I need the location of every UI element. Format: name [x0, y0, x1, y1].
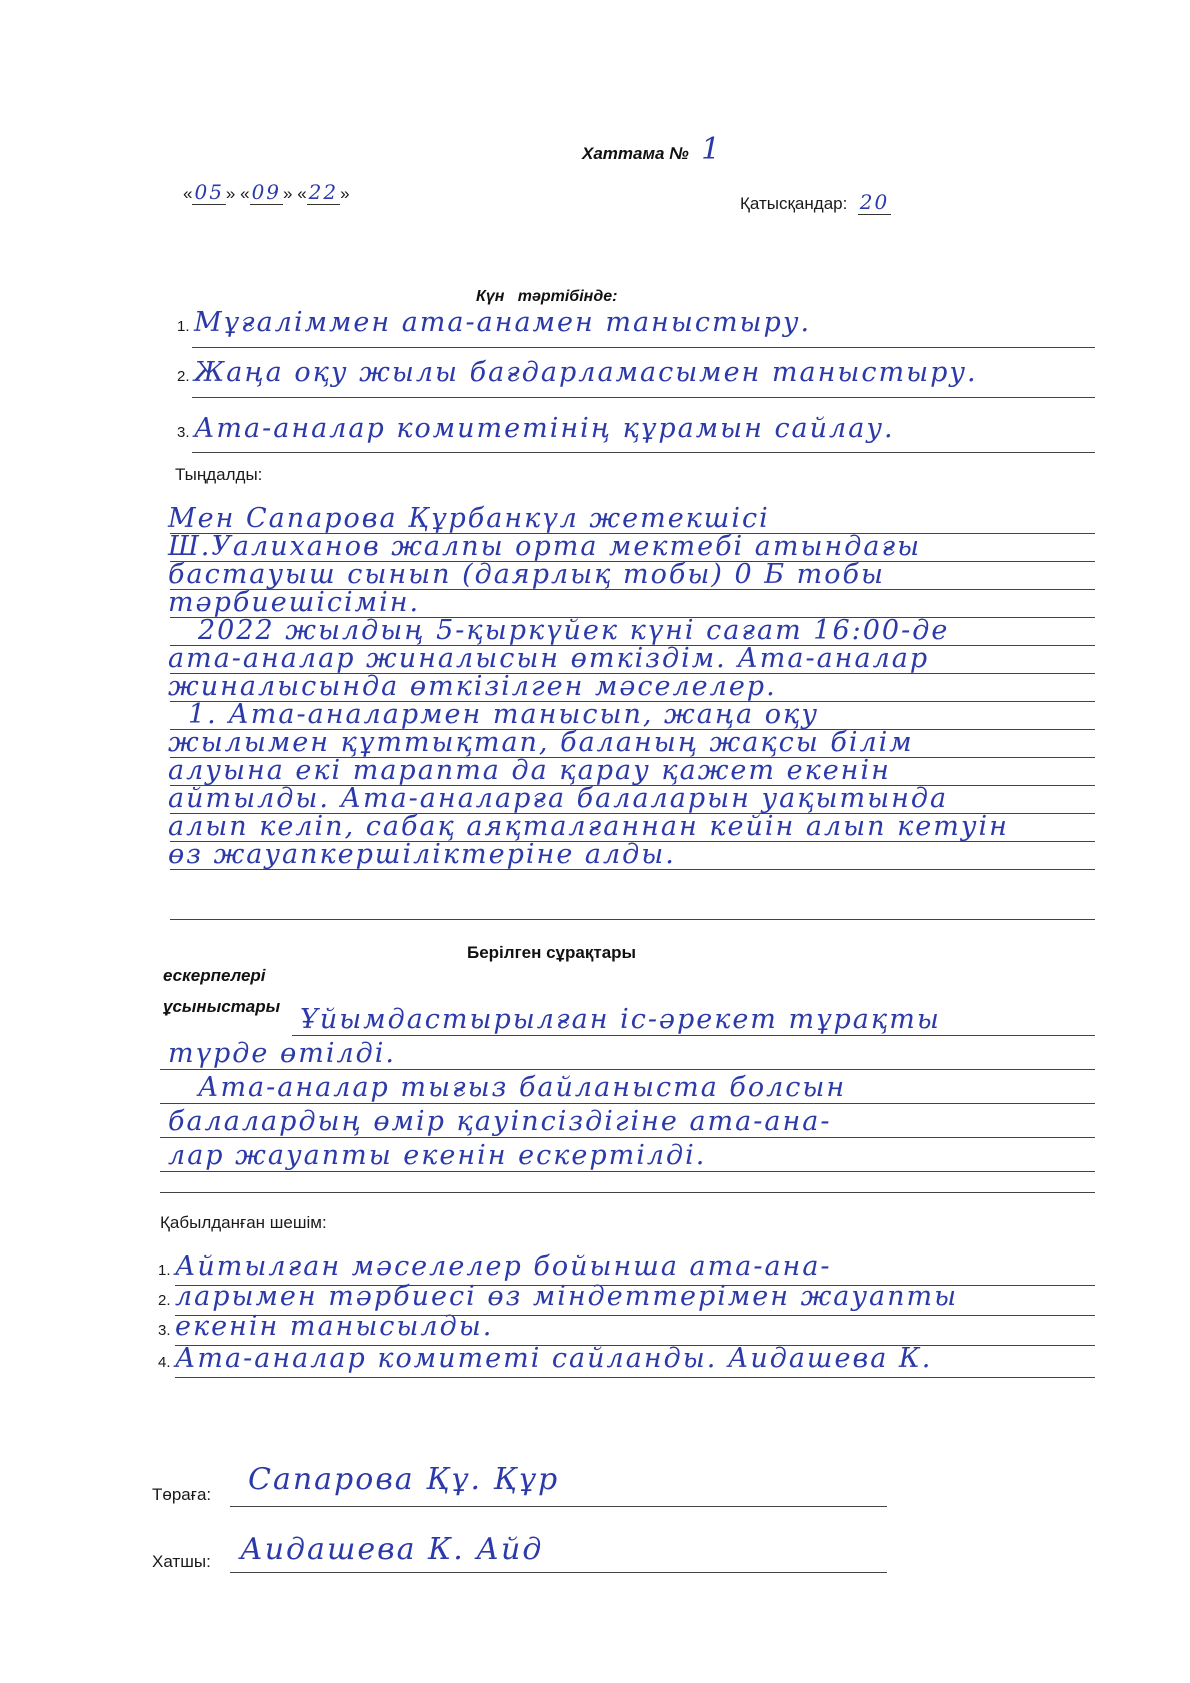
- agenda-heading: Күн тәртібінде:: [476, 288, 618, 305]
- decision-item-text: Ата-аналар комитеті сайланды. Аидашева К.: [174, 1343, 933, 1374]
- participants: [740, 190, 891, 214]
- chair-signature: Сапарова Құ. Құр: [248, 1462, 560, 1497]
- agenda-item-number: 1.: [177, 318, 190, 335]
- listened-line: ата-аналар жиналысын өткіздім. Ата-аналар: [168, 643, 930, 674]
- suggestions-label: ұсыныстары: [163, 997, 281, 1016]
- rule: [160, 1192, 1095, 1193]
- decision-item-number: 3.: [158, 1322, 171, 1339]
- rule: [160, 1137, 1095, 1138]
- participants-count: 20: [859, 190, 890, 214]
- rule: [175, 1315, 1095, 1316]
- rule: [170, 617, 1095, 618]
- listened-line: бастауыш сынып (даярлық тобы) 0 Б тобы: [168, 559, 886, 590]
- listened-line: 1. Ата-аналармен танысып, жаңа оқу: [188, 699, 819, 730]
- agenda-item-number: 3.: [177, 424, 190, 441]
- secretary-label: Хатшы:: [152, 1552, 211, 1571]
- date-month: 09: [251, 180, 282, 204]
- protocol-title: [582, 132, 722, 167]
- rule: [175, 1345, 1095, 1346]
- agenda-item: [177, 357, 978, 388]
- protocol-number: 1: [701, 132, 723, 167]
- participants-label: Қатысқандар:: [740, 194, 848, 213]
- decision-item-text: екенін танысылды.: [174, 1311, 494, 1342]
- rule: [170, 813, 1095, 814]
- rule: [175, 1285, 1095, 1286]
- questions-body: [168, 1003, 1128, 1173]
- question-line: Ата-аналар тығыз байланыста болсын: [198, 1072, 847, 1103]
- listened-line: Мен Сапарова Құрбанкүл жетекшісі: [168, 503, 770, 534]
- decision-item: [158, 1253, 1118, 1281]
- listened-line: айтылды. Ата-аналарға балаларын уақытында: [168, 783, 949, 814]
- question-line: лар жауапты екенін ескертілді.: [168, 1140, 707, 1171]
- decision-item: [158, 1345, 1118, 1373]
- listened-line: жиналысында өткізілген мәселелер.: [168, 671, 777, 702]
- agenda-item: [177, 413, 895, 444]
- rule: [160, 1103, 1095, 1104]
- rule: [230, 1572, 887, 1573]
- chair-label: Төраға:: [152, 1485, 212, 1504]
- agenda-item-text: Ата-аналар комитетінің құрамын сайлау.: [193, 413, 895, 444]
- rule: [192, 452, 1095, 453]
- decision-item-number: 2.: [158, 1292, 171, 1309]
- rule: [160, 1171, 1095, 1172]
- listened-line: жылымен құттықтап, баланың жақсы білім: [168, 727, 914, 758]
- decision-item-text: ларымен тәрбиесі өз міндеттерімен жауапты: [174, 1281, 959, 1312]
- date-year: 22: [308, 180, 339, 204]
- rule: [170, 785, 1095, 786]
- rule: [170, 533, 1095, 534]
- secretary-signature: Аидашева К. Айд: [240, 1532, 544, 1567]
- protocol-title-label: Хаттама №: [582, 144, 689, 163]
- rule: [170, 701, 1095, 702]
- rule: [192, 347, 1095, 348]
- rule: [170, 919, 1095, 920]
- listened-line: алып келіп, сабақ аяқталғаннан кейін алып кетуін: [168, 811, 1009, 842]
- rule: [292, 1035, 1095, 1036]
- listened-line: 2022 жылдың 5-қыркүйек күні сағат 16:00-де: [198, 615, 950, 646]
- rule: [170, 869, 1095, 870]
- listened-line: тәрбиешісімін.: [168, 587, 421, 618]
- rule: [170, 589, 1095, 590]
- rule: [230, 1506, 887, 1507]
- decision-item: [158, 1313, 1118, 1341]
- agenda-item-number: 2.: [177, 368, 190, 385]
- rule: [170, 645, 1095, 646]
- agenda-item: [177, 307, 811, 338]
- listened-label: Тыңдалды:: [175, 465, 263, 484]
- rule: [170, 729, 1095, 730]
- listened-line: алуына екі тарапта да қарау қажет екенін: [168, 755, 891, 786]
- agenda-item-text: Мұғаліммен ата-анамен таныстыру.: [193, 307, 812, 338]
- decision-label: Қабылданған шешім:: [160, 1213, 327, 1232]
- listened-line: өз жауапкершіліктеріне алды.: [168, 839, 676, 870]
- rule: [160, 1069, 1095, 1070]
- rule: [170, 841, 1095, 842]
- listened-body: [168, 505, 1128, 869]
- rule: [170, 561, 1095, 562]
- date-day: 05: [194, 180, 224, 204]
- rule: [170, 673, 1095, 674]
- agenda-item-text: Жаңа оқу жылы бағдарламасымен таныстыру.: [193, 357, 978, 388]
- rule: [192, 397, 1095, 398]
- rule: [175, 1377, 1095, 1378]
- questions-heading: Берілген сұрақтары: [467, 943, 637, 962]
- rule: [170, 757, 1095, 758]
- decision-item: [158, 1283, 1118, 1311]
- decision-item-text: Айтылған мәселелер бойынша ата-ана-: [174, 1251, 832, 1282]
- question-line: балалардың өмір қауіпсіздігіне ата-ана-: [168, 1106, 832, 1137]
- question-line: түрде өтілді.: [168, 1038, 396, 1069]
- remarks-label: ескерпелері: [163, 966, 266, 985]
- decision-item-number: 4.: [158, 1354, 171, 1371]
- listened-line: Ш.Уалиханов жалпы орта мектебі атындағы: [168, 531, 922, 562]
- question-line: Ұйымдастырылған іс-әрекет тұрақты: [300, 1004, 941, 1035]
- protocol-date: « 05 » « 09 » « 22 »: [183, 180, 350, 204]
- decision-item-number: 1.: [158, 1262, 171, 1279]
